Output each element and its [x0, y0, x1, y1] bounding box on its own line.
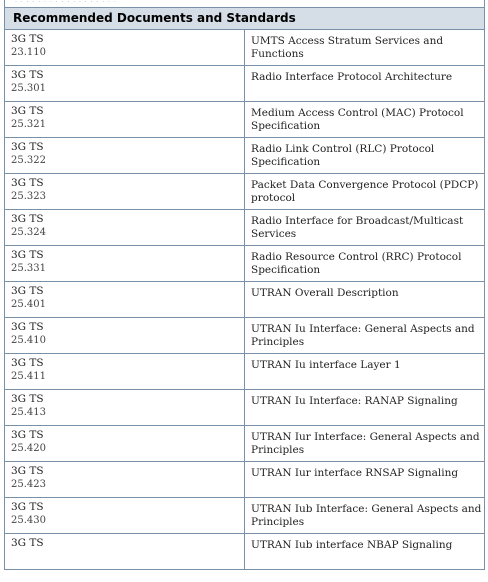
document-number-cell [5, 318, 245, 354]
document-prefix: 3G TS [11, 357, 44, 369]
document-prefix: 3G TS [11, 429, 44, 441]
document-number: 25.423 [11, 479, 46, 490]
document-title: UTRAN Iu interface Layer 1 [245, 354, 485, 390]
document-prefix: 3G TS [11, 285, 44, 297]
document-number: 25.321 [11, 119, 46, 130]
document-title: Radio Interface for Broadcast/Multicast Services [245, 210, 485, 246]
table-row [5, 462, 485, 498]
document-number: 25.324 [11, 227, 46, 238]
document-number: 25.401 [11, 299, 46, 310]
table-row [5, 498, 485, 534]
document-prefix: 3G TS [11, 69, 44, 81]
table-row [5, 102, 485, 138]
document-title: UTRAN Iur Interface: General Aspects and Principles [245, 426, 485, 462]
document-number-cell [5, 282, 245, 318]
document-title: Radio Resource Control (RRC) Protocol Specification [245, 246, 485, 282]
document-prefix: 3G TS [11, 105, 44, 117]
document-title: Radio Link Control (RLC) Protocol Specification [245, 138, 485, 174]
document-prefix: 3G TS [11, 141, 44, 153]
table-row [5, 354, 485, 390]
document-title: UTRAN Iur interface RNSAP Signaling [245, 462, 485, 498]
table-row [5, 138, 485, 174]
document-title: Packet Data Convergence Protocol (PDCP) protocol [245, 174, 485, 210]
document-number: 25.430 [11, 515, 46, 526]
document-title: Radio Interface Protocol Architecture [245, 66, 485, 102]
table-row [5, 246, 485, 282]
document-title: UTRAN Iub interface NBAP Signaling [245, 534, 485, 570]
cropped-previous-content: · · · · · · · · · · · · · · · · · · [4, 0, 485, 7]
document-title: UTRAN Iub Interface: General Aspects and Principles [245, 498, 485, 534]
document-number-cell [5, 462, 245, 498]
table-header-row [5, 8, 485, 30]
table-row [5, 318, 485, 354]
table-row [5, 66, 485, 102]
document-title: UTRAN Overall Description [245, 282, 485, 318]
document-number: 25.322 [11, 155, 46, 166]
document-prefix: 3G TS [11, 465, 44, 477]
document-number-cell [5, 138, 245, 174]
document-number-cell [5, 102, 245, 138]
document-number: 25.331 [11, 263, 46, 274]
document-number-cell [5, 246, 245, 282]
table-row [5, 282, 485, 318]
document-prefix: 3G TS [11, 33, 44, 45]
table-caption: Recommended Documents and Standards [5, 8, 485, 30]
document-number-cell [5, 66, 245, 102]
document-number: 25.413 [11, 407, 46, 418]
document-number: 25.411 [11, 371, 46, 382]
document-prefix: 3G TS [11, 393, 44, 405]
document-prefix: 3G TS [11, 321, 44, 333]
document-frame [4, 0, 485, 582]
document-number-cell [5, 30, 245, 66]
document-prefix: 3G TS [11, 177, 44, 189]
document-prefix: 3G TS [11, 249, 44, 261]
table-row [5, 534, 485, 570]
document-title: UTRAN Iu Interface: General Aspects and Principles [245, 318, 485, 354]
document-number: 25.420 [11, 443, 46, 454]
document-number: 25.301 [11, 83, 46, 94]
document-number-cell [5, 534, 245, 570]
document-title: Medium Access Control (MAC) Protocol Specification [245, 102, 485, 138]
document-number-cell [5, 390, 245, 426]
table-row [5, 30, 485, 66]
table-row [5, 174, 485, 210]
document-number-cell [5, 498, 245, 534]
document-prefix: 3G TS [11, 537, 44, 549]
documents-table [4, 7, 485, 570]
document-title: UMTS Access Stratum Services and Functions [245, 30, 485, 66]
document-prefix: 3G TS [11, 501, 44, 513]
table-row [5, 210, 485, 246]
document-title: UTRAN Iu Interface: RANAP Signaling [245, 390, 485, 426]
table-row [5, 426, 485, 462]
document-number-cell [5, 174, 245, 210]
document-prefix: 3G TS [11, 213, 44, 225]
document-number: 25.410 [11, 335, 46, 346]
document-number-cell [5, 354, 245, 390]
table-row [5, 390, 485, 426]
document-number: 23.110 [11, 47, 46, 58]
document-number-cell [5, 210, 245, 246]
document-number: 25.323 [11, 191, 46, 202]
document-number-cell [5, 426, 245, 462]
